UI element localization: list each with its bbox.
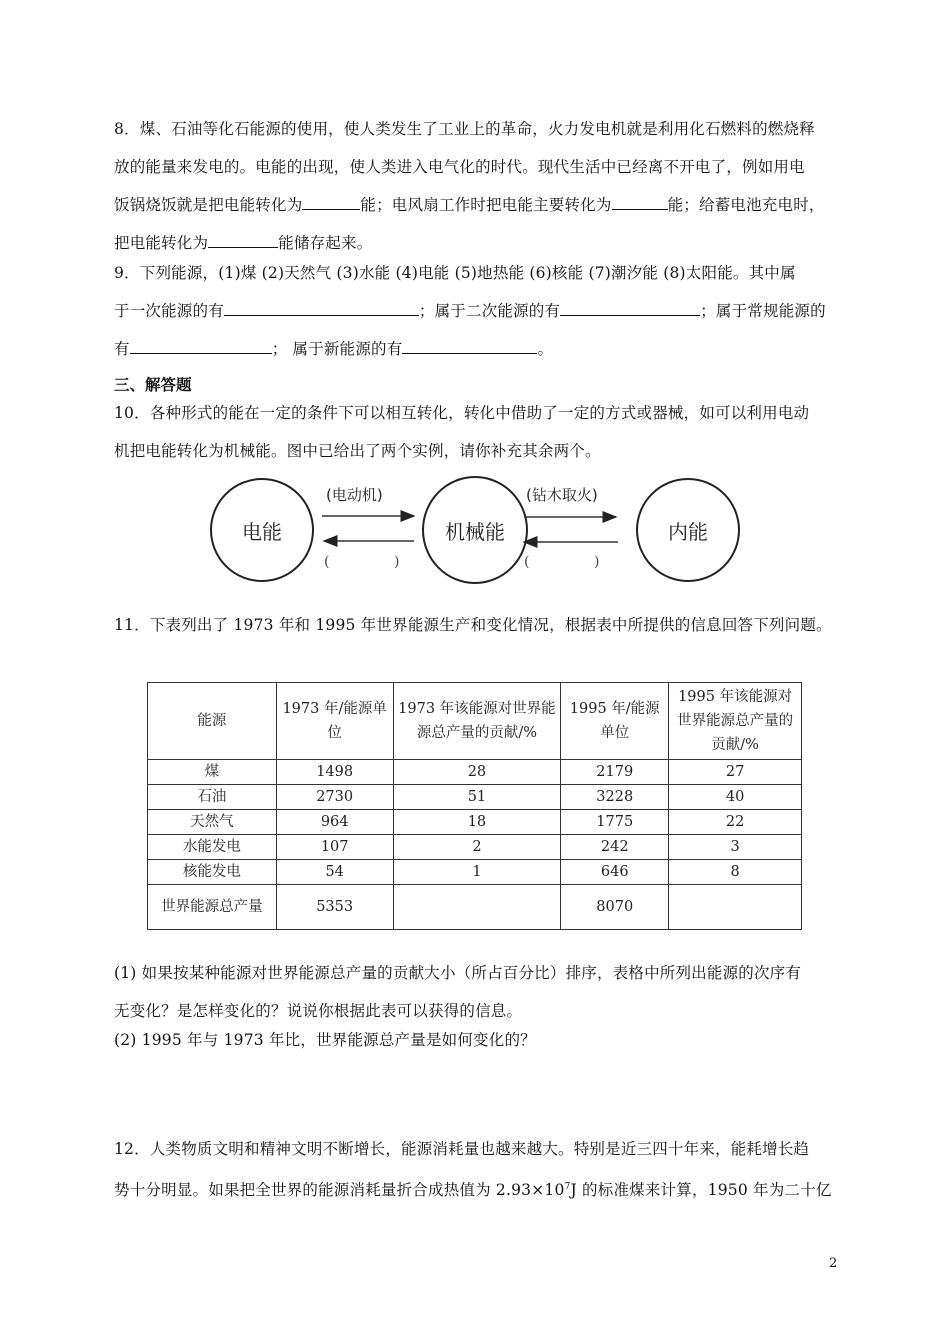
cell: 54	[276, 860, 393, 885]
cell: 27	[669, 760, 802, 785]
answer-blank[interactable]	[130, 335, 272, 354]
q12-line-2	[114, 1168, 838, 1209]
cell: 3228	[561, 785, 669, 810]
table-row-total	[148, 885, 802, 930]
question-11-subquestions	[114, 954, 838, 1054]
cell: 2179	[561, 760, 669, 785]
cell: 1498	[276, 760, 393, 785]
q9-text: 。	[537, 340, 554, 358]
cell: 28	[393, 760, 561, 785]
cell	[393, 885, 561, 930]
section-title: 三、解答题	[114, 375, 192, 394]
q10-line-2: 机把电能转化为机械能。图中已给出了两个实例，请你补充其余两个。	[114, 442, 601, 460]
blank-paren-close: )	[594, 554, 600, 570]
q9-text: 有	[114, 340, 130, 358]
q11-sub1-line-1: (1) 如果按某种能源对世界能源总产量的贡献大小（所占百分比）排序，表格中所列出能源的次序有	[114, 964, 802, 982]
label-motor: (电动机)	[326, 486, 383, 504]
node-mechanical-energy: 机械能	[422, 476, 528, 584]
blank-paren-open: (	[324, 554, 330, 570]
energy-conversion-diagram	[208, 476, 744, 588]
answer-blank[interactable]	[612, 191, 668, 210]
answer-blank[interactable]	[208, 229, 278, 248]
page-number: 2	[829, 1256, 838, 1271]
cell: 5353	[276, 885, 393, 930]
question-11-intro: 11．下表列出了 1973 年和 1995 年世界能源生产和变化情况，根据表中所提供的信息回答下列问题。	[114, 616, 832, 634]
cell: 2730	[276, 785, 393, 810]
cell: 8070	[561, 885, 669, 930]
cell: 8	[669, 860, 802, 885]
header-1995-share: 1995 年该能源对世界能源总产量的贡献/%	[669, 683, 802, 760]
header-1973-units: 1973 年/能源单位	[276, 683, 393, 760]
exponent: 7	[564, 1182, 571, 1192]
table-header-row	[148, 683, 802, 760]
cell: 646	[561, 860, 669, 885]
q8-line-2: 放的能量来发电的。电能的出现，使人类进入电气化的时代。现代生活中已经离不开电了，例如用电	[114, 158, 805, 176]
q9-line-2	[114, 292, 838, 330]
cell: 2	[393, 835, 561, 860]
q8-line-1: 8．煤、石油等化石能源的使用，使人类发生了工业上的革命，火力发电机就是利用化石燃料的燃烧释	[114, 120, 815, 138]
table-row	[148, 860, 802, 885]
answer-blank[interactable]	[402, 335, 537, 354]
q8-text: 把电能转化为	[114, 234, 209, 252]
blank-paren-close: )	[394, 554, 400, 570]
answer-blank[interactable]	[224, 297, 419, 316]
q9-line-1: 9．下列能源，(1)煤 (2)天然气 (3)水能 (4)电能 (5)地热能 (6)核能 (7)潮汐能 (8)太阳能。其中属	[114, 264, 796, 282]
table-row	[148, 835, 802, 860]
cell: 天然气	[148, 810, 277, 835]
q9-text: ； 属于新能源的有	[271, 340, 403, 358]
cell: 水能发电	[148, 835, 277, 860]
cell: 煤	[148, 760, 277, 785]
q8-text: 能；电风扇工作时把电能主要转化为	[360, 196, 612, 214]
header-energy: 能源	[148, 683, 277, 760]
node-electric-energy: 电能	[210, 478, 314, 582]
q12-text: J 的标准煤来计算，1950 年为二十亿	[570, 1181, 832, 1200]
q8-text: 饭锅烧饭就是把电能转化为	[114, 196, 303, 214]
header-1995-units: 1995 年/能源单位	[561, 683, 669, 760]
q8-text: 能储存起来。	[278, 234, 373, 252]
question-8	[114, 110, 838, 262]
q8-text: 能；给蓄电池充电时，	[667, 196, 825, 214]
arrows	[208, 476, 744, 588]
q9-text: ；属于常规能源的	[700, 302, 826, 320]
q9-text: 于一次能源的有	[114, 302, 224, 320]
cell: 40	[669, 785, 802, 810]
cell: 18	[393, 810, 561, 835]
q9-line-3	[114, 330, 838, 368]
cell: 964	[276, 810, 393, 835]
q11-sub1-line-2: 无变化？是怎样变化的？说说你根据此表可以获得的信息。	[114, 1002, 523, 1020]
blank-paren-open: (	[524, 554, 530, 570]
cell: 22	[669, 810, 802, 835]
cell: 242	[561, 835, 669, 860]
cell: 世界能源总产量	[148, 885, 277, 930]
cell: 107	[276, 835, 393, 860]
q11-sub2: (2) 1995 年与 1973 年比，世界能源总产量是如何变化的？	[114, 1031, 536, 1049]
header-1973-share: 1973 年该能源对世界能源总产量的贡献/%	[393, 683, 561, 760]
question-12	[114, 1130, 838, 1209]
cell	[669, 885, 802, 930]
cell: 1775	[561, 810, 669, 835]
q12-text: 势十分明显。如果把全世界的能源消耗量折合成热值为 2.93×10	[114, 1181, 565, 1200]
cell: 3	[669, 835, 802, 860]
table-row	[148, 810, 802, 835]
label-drill-wood-fire: (钻木取火)	[526, 486, 598, 504]
table-row	[148, 760, 802, 785]
question-9	[114, 254, 838, 368]
question-10	[114, 394, 838, 470]
q9-text: ；属于二次能源的有	[418, 302, 561, 320]
table-row	[148, 785, 802, 810]
q12-line-1: 12．人类物质文明和精神文明不断增长，能源消耗量也越来越大。特别是近三四十年来，能耗增长趋	[114, 1140, 810, 1158]
cell: 核能发电	[148, 860, 277, 885]
answer-blank[interactable]	[560, 297, 700, 316]
node-internal-energy: 内能	[636, 478, 740, 582]
q8-line-3	[114, 186, 838, 224]
cell: 1	[393, 860, 561, 885]
cell: 石油	[148, 785, 277, 810]
cell: 51	[393, 785, 561, 810]
answer-blank[interactable]	[302, 191, 360, 210]
energy-table	[147, 682, 802, 930]
q10-line-1: 10．各种形式的能在一定的条件下可以相互转化，转化中借助了一定的方式或器械，如可以利用电动	[114, 404, 810, 422]
